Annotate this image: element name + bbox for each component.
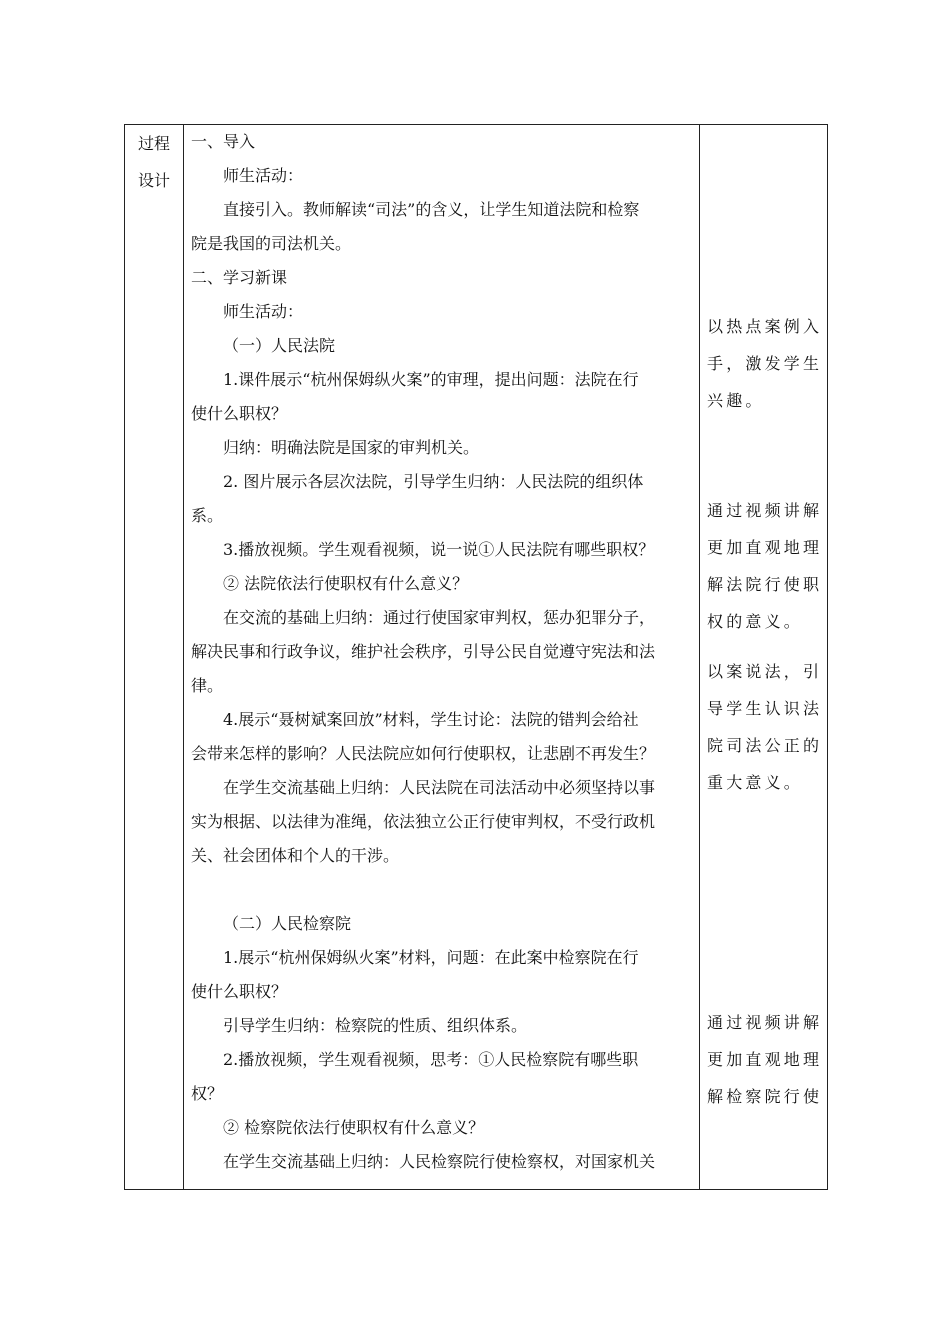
content-line: ② 检察院依法行使职权有什么意义？ [223,1118,485,1137]
content-line: 一、导入 [191,132,256,151]
design-note-line: 更加直观地理 [707,537,823,557]
content-line: 会带来怎样的影响？人民法院应如何行使职权，让悲剧不再发生？ [191,744,656,763]
design-note [707,1004,822,1115]
design-note-line: 解法院行使职 [707,574,823,594]
design-note-line: 院司法公正的 [707,736,823,756]
content-line: 关、社会团体和个人的干涉。 [191,846,400,865]
lesson-table [124,124,828,1190]
design-note [707,653,822,801]
column-divider [699,125,700,1189]
content-line: 使什么职权？ [191,404,288,423]
content-line: （二）人民检察院 [223,914,352,933]
content-line: 2. 图片展示各层次法院，引导学生归纳：人民法院的组织体 [223,472,644,491]
content-line: 在交流的基础上归纳：通过行使国家审判权，惩办犯罪分子， [223,608,656,627]
section-label-cell [125,125,183,199]
design-note-line: 更加直观地理 [707,1049,823,1069]
content-line: 2.播放视频，学生观看视频，思考：①人民检察院有哪些职 [223,1050,639,1069]
section-label-line: 过程 [137,134,170,153]
content-line: 二、学习新课 [191,268,288,287]
design-note-line: 以热点案例入 [707,317,823,337]
content-line: 使什么职权？ [191,982,288,1001]
design-note-line: 通过视频讲解 [707,1012,823,1032]
design-note-line: 手，激发学生 [707,354,823,374]
content-line: 律。 [191,676,224,695]
content-line: 1.展示“杭州保姆纵火案”材料，问题：在此案中检察院在行 [223,948,639,967]
content-line: 3.播放视频。学生观看视频，说一说①人民法院有哪些职权？ [223,540,655,559]
design-note [707,308,822,419]
content-line: 1.课件展示“杭州保姆纵火案”的审理，提出问题：法院在行 [223,370,639,389]
content-line: 师生活动： [223,302,304,321]
content-line: 直接引入。教师解读“司法”的含义，让学生知道法院和检察 [223,200,640,219]
content-line: 在学生交流基础上归纳：人民法院在司法活动中必须坚持以事 [223,778,656,797]
content-line: 在学生交流基础上归纳：人民检察院行使检察权，对国家机关 [223,1152,656,1171]
design-note-line: 重大意义。 [707,773,804,793]
content-line: 院是我国的司法机关。 [191,234,352,253]
content-line: （一）人民法院 [223,336,336,355]
content-line: ② 法院依法行使职权有什么意义？ [223,574,469,593]
content-line: 引导学生归纳：检察院的性质、组织体系。 [223,1016,528,1035]
content-line: 权？ [191,1084,224,1103]
content-line: 实为根据、以法律为准绳，依法独立公正行使审判权，不受行政机 [191,812,656,831]
design-note-line: 解检察院行使 [707,1086,823,1106]
design-note-line: 兴趣。 [707,391,765,411]
content-line: 系。 [191,506,224,525]
content-line: 归纳：明确法院是国家的审判机关。 [223,438,480,457]
design-note-line: 以案说法，引 [707,662,823,682]
content-line: 4.展示“聂树斌案回放”材料，学生讨论：法院的错判会给社 [223,710,639,729]
content-line: 师生活动： [223,166,304,185]
design-note-line: 通过视频讲解 [707,500,823,520]
column-divider [183,125,184,1189]
content-line: 解决民事和行政争议，维护社会秩序，引导公民自觉遵守宪法和法 [191,642,656,661]
section-label-line: 设计 [137,171,170,190]
design-note-line: 导学生认识法 [707,699,823,719]
design-note [707,492,822,640]
design-note-line: 权的意义。 [707,611,804,631]
